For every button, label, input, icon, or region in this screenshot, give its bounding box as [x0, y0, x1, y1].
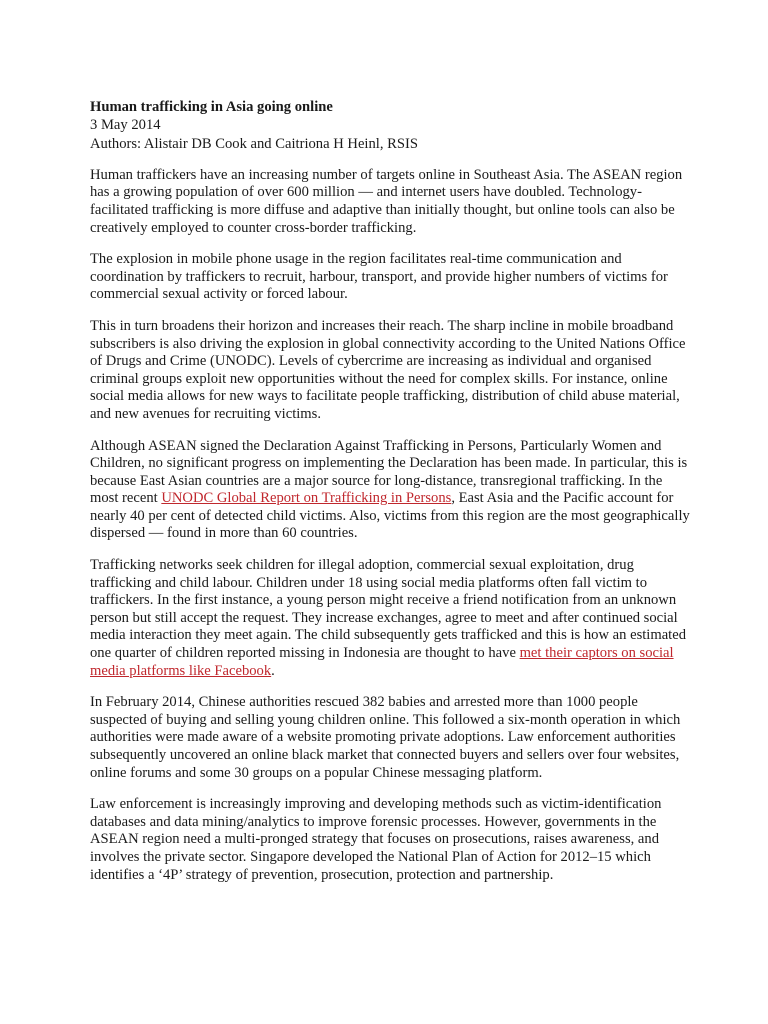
paragraph-5-text-before: Trafficking networks seek children for illegal adoption, commercial sexual exploitation, drug trafficking and child labour. Children under 18 using social media platforms often fall victim to traffickers. In the first instance, a young person might receive a friend notification from an unknown person but still accept the request. They increase exchanges, agree to meet and after continued social media interaction they meet again. The child subsequently gets trafficked and this is how an estimated one quarter of children reported missing in Indonesia are thought to have — [90, 557, 687, 662]
paragraph-6: In February 2014, Chinese authorities rescued 382 babies and arrested more than 1000 people suspected of buying and selling young children online. This followed a six-month operation in which authorities were made aware of a website promoting private adoptions. Law enforcement authorities subsequently uncovered an online black market that connected buyers and sellers over four websites, online forums and some 30 groups on a popular Chinese messaging platform. — [90, 694, 681, 781]
paragraph-1: Human traffickers have an increasing number of targets online in Southeast Asia. The ASEAN region has a growing population of over 600 million — and internet users have doubled. Technology-facilitated trafficking is more diffuse and adaptive than initially thought, but online tools can also be creatively employed to counter cross-border trafficking. — [90, 166, 683, 236]
paragraph-2: The explosion in mobile phone usage in the region facilitates real-time communication and coordination by traffickers to recruit, harbour, transport, and provide higher numbers of victims for commercial sexual activity or forced labour. — [90, 251, 668, 303]
unodc-report-link[interactable]: UNODC Global Report on Trafficking in Persons — [161, 490, 452, 507]
article-title: Human trafficking in Asia going online — [90, 99, 333, 115]
paragraph-4-text-before: Although ASEAN signed the Declaration Against Trafficking in Persons, Particularly Women and Children, no significant progress on implementing the Declaration has been made. In particular, this is because East Asian countries are a major source for long-distance, transregional trafficking. In the most recent — [90, 437, 688, 507]
document-page — [90, 99, 690, 884]
article-authors: Authors: Alistair DB Cook and Caitriona H Heinl, RSIS — [90, 136, 418, 153]
paragraph-5-text-after: . — [271, 662, 275, 679]
paragraph-4 — [90, 438, 690, 544]
social-media-captors-link[interactable]: met their captors on social media platforms like Facebook — [90, 645, 674, 679]
paragraph-5 — [90, 557, 690, 680]
paragraph-4-text-after: , East Asia and the Pacific account for nearly 40 per cent of detected child victims. Also, victims from this region are the most geographically dispersed — found in more than 60 countries. — [90, 490, 690, 542]
paragraph-3: This in turn broadens their horizon and increases their reach. The sharp incline in mobile broadband subscribers is also driving the explosion in global connectivity according to the United Nations Office of Drugs and Crime (UNODC). Levels of cybercrime are increasing as individual and organised criminal groups exploit new opportunities without the need for complex skills. For instance, online social media allows for new ways to facilitate people trafficking, distribution of child abuse material, and new avenues for recruiting victims. — [90, 317, 686, 422]
article-date: 3 May 2014 — [90, 116, 161, 133]
paragraph-7: Law enforcement is increasingly improving and developing methods such as victim-identification databases and data mining/analytics to improve forensic processes. However, governments in the ASEAN region need a multi-pronged strategy that focuses on prosecutions, raises awareness, and involves the private sector. Singapore developed the National Plan of Action for 2012–15 which identifies a ‘4P’ strategy of prevention, prosecution, protection and partnership. — [90, 796, 662, 883]
